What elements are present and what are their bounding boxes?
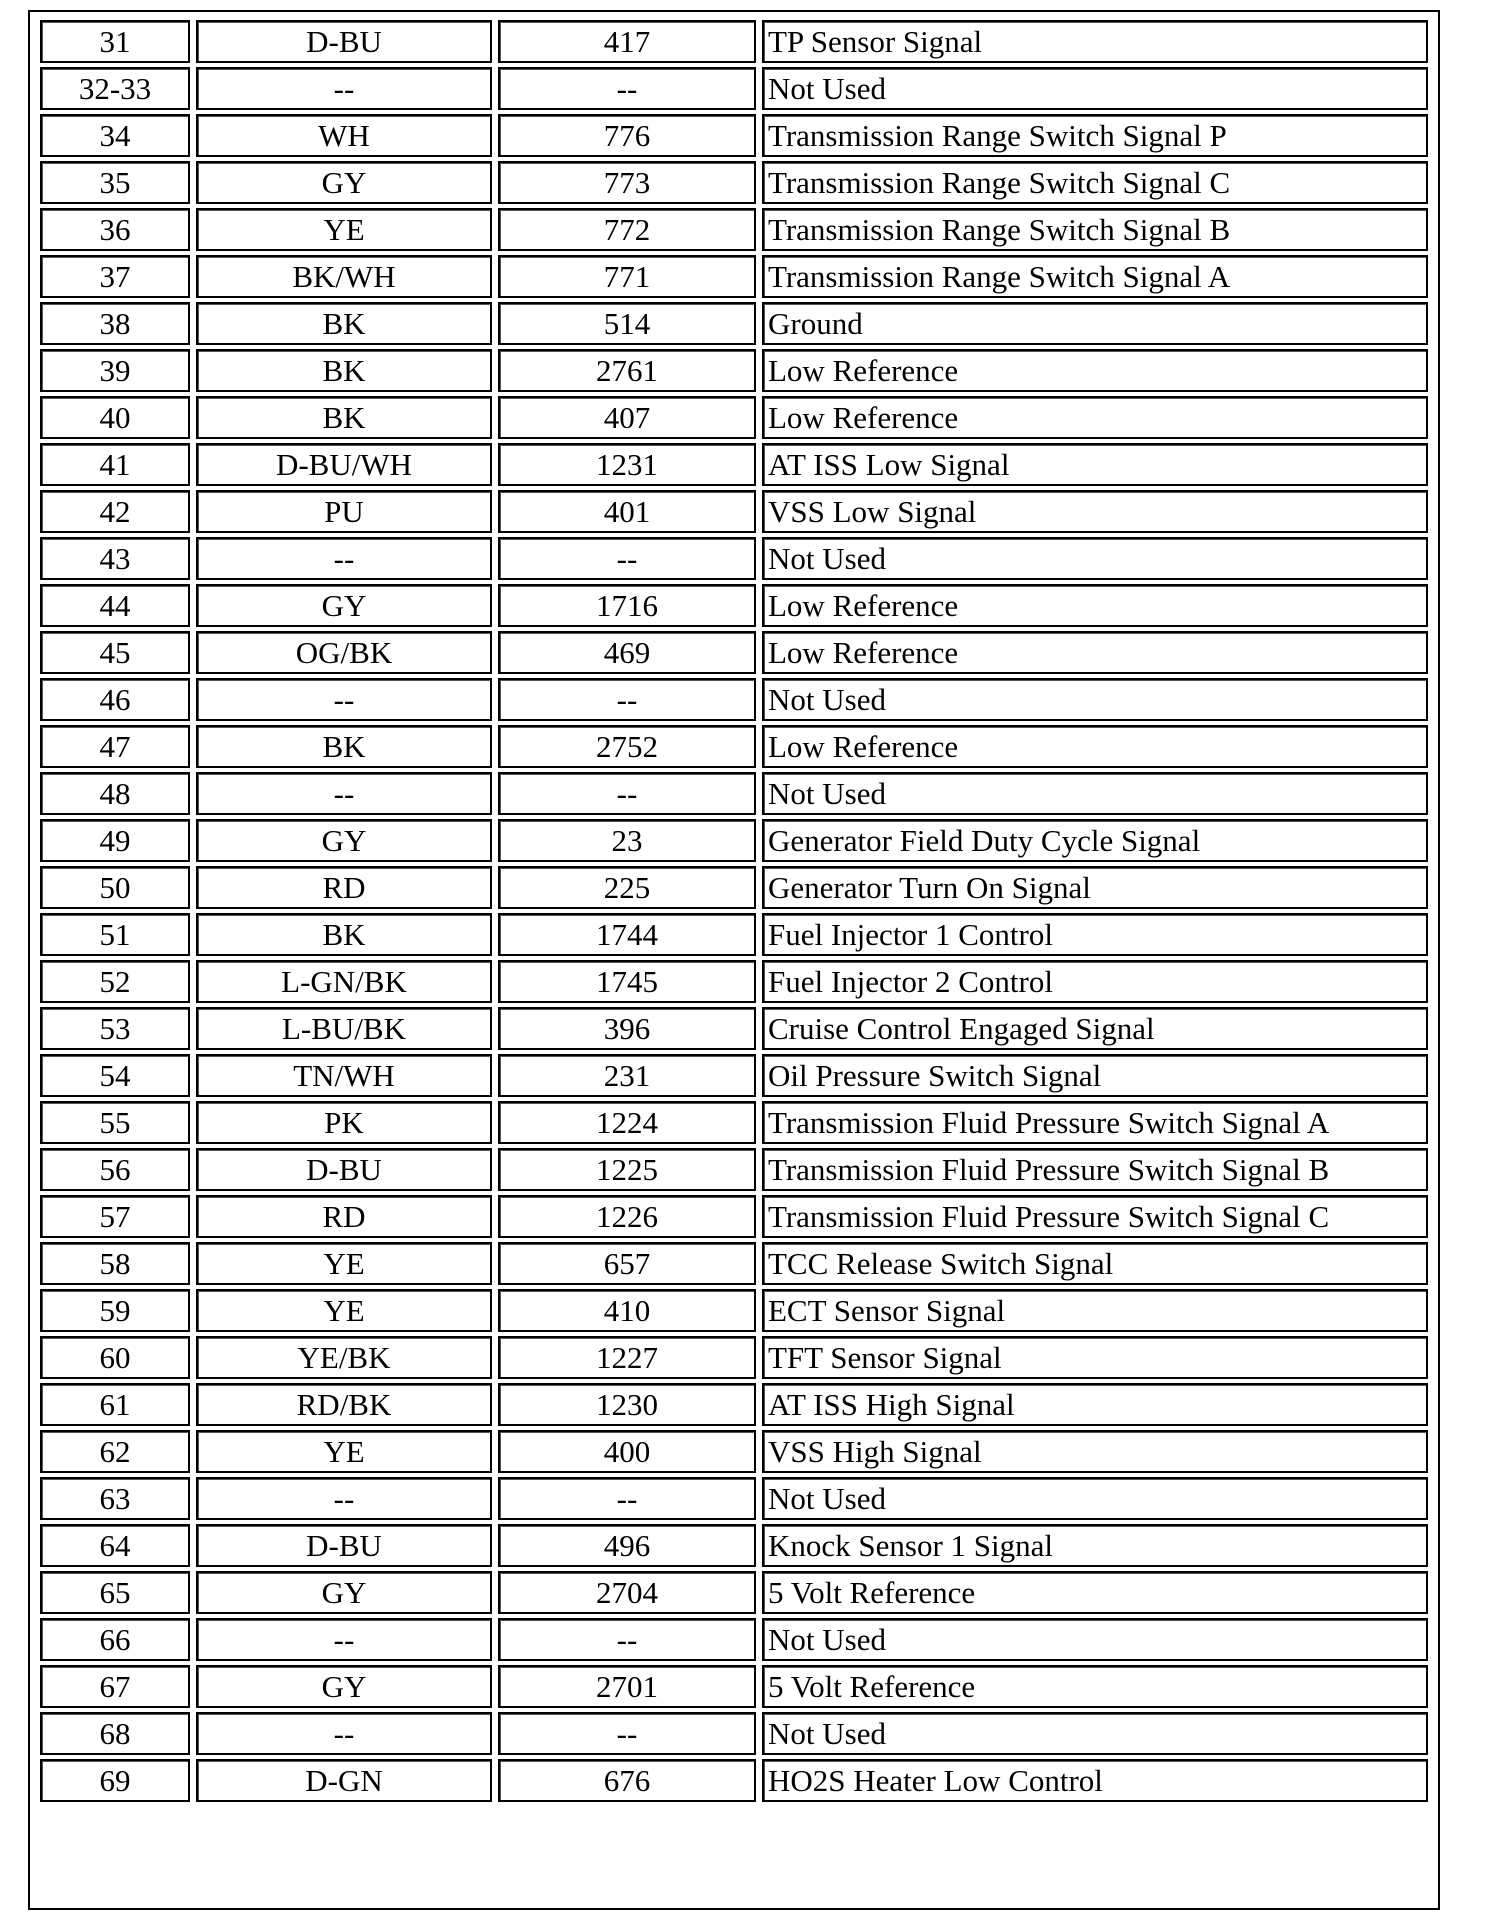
pin-function-cell: Ground bbox=[762, 302, 1428, 345]
wire-color-cell: TN/WH bbox=[196, 1054, 492, 1097]
wire-color-cell: YE bbox=[196, 208, 492, 251]
wire-color-cell: YE bbox=[196, 1289, 492, 1332]
circuit-number-cell: 23 bbox=[498, 819, 756, 862]
circuit-number-cell: -- bbox=[498, 1618, 756, 1661]
pin-function-cell: VSS Low Signal bbox=[762, 490, 1428, 533]
circuit-number-cell: 772 bbox=[498, 208, 756, 251]
pin-function-cell: Transmission Range Switch Signal A bbox=[762, 255, 1428, 298]
table-row bbox=[40, 396, 1428, 439]
circuit-number-cell: 1224 bbox=[498, 1101, 756, 1144]
circuit-number-cell: 225 bbox=[498, 866, 756, 909]
pin-number-cell: 49 bbox=[40, 819, 190, 862]
pin-number-cell: 55 bbox=[40, 1101, 190, 1144]
pin-function-cell: 5 Volt Reference bbox=[762, 1571, 1428, 1614]
pin-number-cell: 51 bbox=[40, 913, 190, 956]
pin-number-cell: 41 bbox=[40, 443, 190, 486]
table-row bbox=[40, 725, 1428, 768]
pin-function-cell: AT ISS Low Signal bbox=[762, 443, 1428, 486]
circuit-number-cell: -- bbox=[498, 1712, 756, 1755]
circuit-number-cell: -- bbox=[498, 678, 756, 721]
pin-number-cell: 50 bbox=[40, 866, 190, 909]
pin-function-cell: TCC Release Switch Signal bbox=[762, 1242, 1428, 1285]
table-row bbox=[40, 114, 1428, 157]
wire-color-cell: WH bbox=[196, 114, 492, 157]
pin-function-cell: Fuel Injector 2 Control bbox=[762, 960, 1428, 1003]
pin-number-cell: 66 bbox=[40, 1618, 190, 1661]
table-row bbox=[40, 1618, 1428, 1661]
circuit-number-cell: -- bbox=[498, 772, 756, 815]
circuit-number-cell: 2752 bbox=[498, 725, 756, 768]
circuit-number-cell: 1231 bbox=[498, 443, 756, 486]
circuit-number-cell: 1716 bbox=[498, 584, 756, 627]
table-row bbox=[40, 1430, 1428, 1473]
pin-number-cell: 44 bbox=[40, 584, 190, 627]
pin-function-cell: Generator Field Duty Cycle Signal bbox=[762, 819, 1428, 862]
circuit-number-cell: 1226 bbox=[498, 1195, 756, 1238]
pin-number-cell: 45 bbox=[40, 631, 190, 674]
pin-number-cell: 37 bbox=[40, 255, 190, 298]
pin-number-cell: 48 bbox=[40, 772, 190, 815]
circuit-number-cell: 407 bbox=[498, 396, 756, 439]
table-row bbox=[40, 1007, 1428, 1050]
wire-color-cell: BK bbox=[196, 349, 492, 392]
pin-number-cell: 58 bbox=[40, 1242, 190, 1285]
wire-color-cell: GY bbox=[196, 819, 492, 862]
table-row bbox=[40, 1054, 1428, 1097]
table-row bbox=[40, 584, 1428, 627]
pin-function-cell: Not Used bbox=[762, 67, 1428, 110]
pin-number-cell: 52 bbox=[40, 960, 190, 1003]
wire-color-cell: RD bbox=[196, 866, 492, 909]
circuit-number-cell: 1225 bbox=[498, 1148, 756, 1191]
pin-function-cell: Not Used bbox=[762, 1477, 1428, 1520]
table-row bbox=[40, 208, 1428, 251]
wire-color-cell: -- bbox=[196, 1477, 492, 1520]
table-row bbox=[40, 302, 1428, 345]
pin-number-cell: 36 bbox=[40, 208, 190, 251]
circuit-number-cell: 771 bbox=[498, 255, 756, 298]
table-row bbox=[40, 1242, 1428, 1285]
pin-number-cell: 62 bbox=[40, 1430, 190, 1473]
pin-number-cell: 57 bbox=[40, 1195, 190, 1238]
wire-color-cell: GY bbox=[196, 161, 492, 204]
circuit-number-cell: 2761 bbox=[498, 349, 756, 392]
pin-number-cell: 59 bbox=[40, 1289, 190, 1332]
pin-function-cell: Low Reference bbox=[762, 349, 1428, 392]
circuit-number-cell: -- bbox=[498, 67, 756, 110]
pin-function-cell: AT ISS High Signal bbox=[762, 1383, 1428, 1426]
pin-function-cell: HO2S Heater Low Control bbox=[762, 1759, 1428, 1802]
pin-number-cell: 56 bbox=[40, 1148, 190, 1191]
pin-function-cell: Not Used bbox=[762, 678, 1428, 721]
pin-function-cell: Not Used bbox=[762, 1712, 1428, 1755]
pin-function-cell: Low Reference bbox=[762, 631, 1428, 674]
circuit-number-cell: 1227 bbox=[498, 1336, 756, 1379]
circuit-number-cell: 396 bbox=[498, 1007, 756, 1050]
pin-function-cell: Not Used bbox=[762, 772, 1428, 815]
pin-number-cell: 60 bbox=[40, 1336, 190, 1379]
wire-color-cell: -- bbox=[196, 537, 492, 580]
pin-number-cell: 42 bbox=[40, 490, 190, 533]
pin-function-cell: Transmission Fluid Pressure Switch Signal B bbox=[762, 1148, 1428, 1191]
table-row bbox=[40, 819, 1428, 862]
table-row bbox=[40, 443, 1428, 486]
table-row bbox=[40, 20, 1428, 63]
wire-color-cell: RD bbox=[196, 1195, 492, 1238]
pin-function-cell: Transmission Range Switch Signal B bbox=[762, 208, 1428, 251]
wire-color-cell: -- bbox=[196, 1712, 492, 1755]
pin-function-cell: Transmission Fluid Pressure Switch Signal C bbox=[762, 1195, 1428, 1238]
table-row bbox=[40, 1477, 1428, 1520]
wire-color-cell: YE bbox=[196, 1430, 492, 1473]
pin-function-cell: Low Reference bbox=[762, 396, 1428, 439]
wire-color-cell: -- bbox=[196, 772, 492, 815]
pin-function-cell: ECT Sensor Signal bbox=[762, 1289, 1428, 1332]
table-row bbox=[40, 913, 1428, 956]
circuit-number-cell: 1745 bbox=[498, 960, 756, 1003]
circuit-number-cell: 776 bbox=[498, 114, 756, 157]
pin-number-cell: 38 bbox=[40, 302, 190, 345]
circuit-number-cell: 410 bbox=[498, 1289, 756, 1332]
table-row bbox=[40, 1759, 1428, 1802]
pin-number-cell: 61 bbox=[40, 1383, 190, 1426]
pin-number-cell: 47 bbox=[40, 725, 190, 768]
pin-number-cell: 35 bbox=[40, 161, 190, 204]
pin-function-cell: Generator Turn On Signal bbox=[762, 866, 1428, 909]
table-row bbox=[40, 1712, 1428, 1755]
pin-function-cell: TFT Sensor Signal bbox=[762, 1336, 1428, 1379]
wire-color-cell: -- bbox=[196, 67, 492, 110]
pin-function-cell: Transmission Fluid Pressure Switch Signal A bbox=[762, 1101, 1428, 1144]
pin-function-cell: Transmission Range Switch Signal P bbox=[762, 114, 1428, 157]
wire-color-cell: BK bbox=[196, 302, 492, 345]
circuit-number-cell: 401 bbox=[498, 490, 756, 533]
table-row bbox=[40, 161, 1428, 204]
pinout-sheet bbox=[28, 10, 1440, 1910]
pin-function-cell: Not Used bbox=[762, 537, 1428, 580]
table-row bbox=[40, 349, 1428, 392]
pin-function-cell: Fuel Injector 1 Control bbox=[762, 913, 1428, 956]
table-row bbox=[40, 678, 1428, 721]
table-row bbox=[40, 960, 1428, 1003]
pin-function-cell: Transmission Range Switch Signal C bbox=[762, 161, 1428, 204]
circuit-number-cell: 773 bbox=[498, 161, 756, 204]
table-row bbox=[40, 67, 1428, 110]
table-row bbox=[40, 1289, 1428, 1332]
table-row bbox=[40, 772, 1428, 815]
wire-color-cell: PK bbox=[196, 1101, 492, 1144]
pin-number-cell: 64 bbox=[40, 1524, 190, 1567]
circuit-number-cell: 2704 bbox=[498, 1571, 756, 1614]
pin-number-cell: 65 bbox=[40, 1571, 190, 1614]
pin-number-cell: 43 bbox=[40, 537, 190, 580]
pin-number-cell: 69 bbox=[40, 1759, 190, 1802]
table-row bbox=[40, 1524, 1428, 1567]
circuit-number-cell: 231 bbox=[498, 1054, 756, 1097]
pin-function-cell: TP Sensor Signal bbox=[762, 20, 1428, 63]
table-row bbox=[40, 1148, 1428, 1191]
pin-number-cell: 67 bbox=[40, 1665, 190, 1708]
circuit-number-cell: 657 bbox=[498, 1242, 756, 1285]
circuit-number-cell: 514 bbox=[498, 302, 756, 345]
pin-function-cell: 5 Volt Reference bbox=[762, 1665, 1428, 1708]
circuit-number-cell: 1744 bbox=[498, 913, 756, 956]
pin-number-cell: 39 bbox=[40, 349, 190, 392]
wire-color-cell: BK/WH bbox=[196, 255, 492, 298]
wire-color-cell: BK bbox=[196, 396, 492, 439]
pin-function-cell: Oil Pressure Switch Signal bbox=[762, 1054, 1428, 1097]
table-row bbox=[40, 631, 1428, 674]
table-row bbox=[40, 255, 1428, 298]
pin-number-cell: 31 bbox=[40, 20, 190, 63]
wire-color-cell: RD/BK bbox=[196, 1383, 492, 1426]
pin-number-cell: 34 bbox=[40, 114, 190, 157]
wire-color-cell: PU bbox=[196, 490, 492, 533]
table-row bbox=[40, 1101, 1428, 1144]
wire-color-cell: D-BU/WH bbox=[196, 443, 492, 486]
wire-color-cell: BK bbox=[196, 913, 492, 956]
wire-color-cell: L-BU/BK bbox=[196, 1007, 492, 1050]
wire-color-cell: -- bbox=[196, 678, 492, 721]
pin-function-cell: Not Used bbox=[762, 1618, 1428, 1661]
wire-color-cell: GY bbox=[196, 584, 492, 627]
circuit-number-cell: 400 bbox=[498, 1430, 756, 1473]
table-row bbox=[40, 1383, 1428, 1426]
pin-number-cell: 46 bbox=[40, 678, 190, 721]
pin-number-cell: 63 bbox=[40, 1477, 190, 1520]
wire-color-cell: -- bbox=[196, 1618, 492, 1661]
pin-number-cell: 53 bbox=[40, 1007, 190, 1050]
wire-color-cell: OG/BK bbox=[196, 631, 492, 674]
wire-color-cell: GY bbox=[196, 1665, 492, 1708]
table-row bbox=[40, 1665, 1428, 1708]
circuit-number-cell: -- bbox=[498, 1477, 756, 1520]
circuit-number-cell: 469 bbox=[498, 631, 756, 674]
wire-color-cell: D-BU bbox=[196, 20, 492, 63]
pin-number-cell: 40 bbox=[40, 396, 190, 439]
circuit-number-cell: 2701 bbox=[498, 1665, 756, 1708]
table-row bbox=[40, 1571, 1428, 1614]
wire-color-cell: GY bbox=[196, 1571, 492, 1614]
circuit-number-cell: 417 bbox=[498, 20, 756, 63]
circuit-number-cell: 496 bbox=[498, 1524, 756, 1567]
wire-color-cell: D-BU bbox=[196, 1148, 492, 1191]
table-row bbox=[40, 866, 1428, 909]
pin-number-cell: 54 bbox=[40, 1054, 190, 1097]
wire-color-cell: BK bbox=[196, 725, 492, 768]
pinout-table-body bbox=[40, 20, 1428, 1802]
pin-function-cell: Cruise Control Engaged Signal bbox=[762, 1007, 1428, 1050]
circuit-number-cell: -- bbox=[498, 537, 756, 580]
table-row bbox=[40, 1336, 1428, 1379]
circuit-number-cell: 1230 bbox=[498, 1383, 756, 1426]
pin-function-cell: VSS High Signal bbox=[762, 1430, 1428, 1473]
pin-number-cell: 32-33 bbox=[40, 67, 190, 110]
pin-number-cell: 68 bbox=[40, 1712, 190, 1755]
wire-color-cell: YE/BK bbox=[196, 1336, 492, 1379]
table-row bbox=[40, 537, 1428, 580]
table-row bbox=[40, 1195, 1428, 1238]
wire-color-cell: L-GN/BK bbox=[196, 960, 492, 1003]
pin-function-cell: Knock Sensor 1 Signal bbox=[762, 1524, 1428, 1567]
pin-function-cell: Low Reference bbox=[762, 584, 1428, 627]
wire-color-cell: D-GN bbox=[196, 1759, 492, 1802]
wire-color-cell: YE bbox=[196, 1242, 492, 1285]
pin-function-cell: Low Reference bbox=[762, 725, 1428, 768]
wire-color-cell: D-BU bbox=[196, 1524, 492, 1567]
circuit-number-cell: 676 bbox=[498, 1759, 756, 1802]
connector-pinout-table bbox=[34, 16, 1434, 1806]
table-row bbox=[40, 490, 1428, 533]
